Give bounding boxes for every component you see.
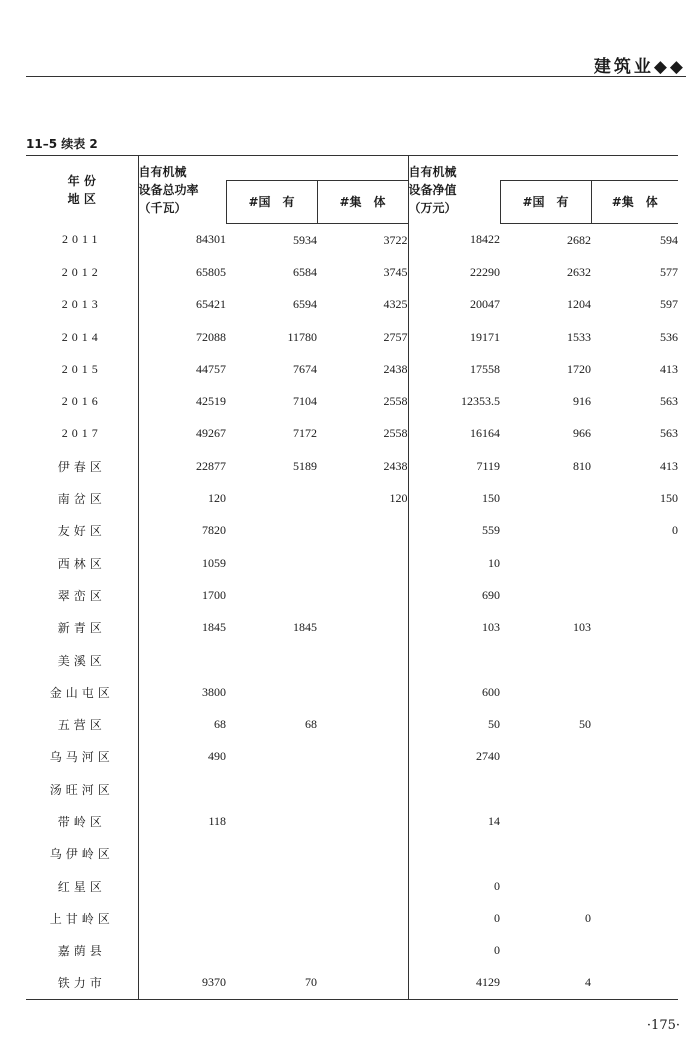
- cell-power-collective: [317, 579, 408, 611]
- cell-value-collective: [591, 676, 678, 708]
- cell-value-state: 2682: [567, 232, 591, 247]
- cell-power-collective: [317, 644, 408, 676]
- row-label: 汤旺河区: [26, 773, 138, 805]
- cell-power-collective: [317, 708, 408, 740]
- table-row: [26, 708, 678, 740]
- header-total-power-line2: 设备总功率: [138, 182, 199, 197]
- cell-net-value: 0: [408, 935, 500, 967]
- cell-value-state: 810: [573, 458, 591, 473]
- header-total-power-line1: 自有机械: [138, 164, 187, 179]
- cell-power-collective: 2558: [383, 394, 408, 409]
- cell-power-state: [226, 515, 317, 547]
- cell-power-state: 5189: [293, 458, 317, 473]
- cell-total-power: 84301: [196, 232, 226, 247]
- cell-net-value: 12353.5: [408, 385, 500, 417]
- table-row: [26, 902, 678, 934]
- cell-total-power: 68: [214, 717, 226, 732]
- cell-net-value: 14: [408, 805, 500, 837]
- cell-power-collective: [317, 741, 408, 773]
- cell-value-collective: [591, 967, 678, 1000]
- cell-value-state: 2632: [567, 264, 591, 279]
- cell-value-state: 1204: [567, 297, 591, 312]
- row-label: 2012: [26, 256, 138, 288]
- row-label: 新青区: [26, 612, 138, 644]
- row-label: 2016: [26, 385, 138, 417]
- cell-net-value: 0: [408, 902, 500, 934]
- cell-total-power: [138, 870, 226, 902]
- cell-total-power: 42519: [196, 394, 226, 409]
- cell-value-state: 50: [579, 717, 591, 732]
- cell-power-collective: [317, 967, 408, 1000]
- cell-net-value: 18422: [408, 224, 500, 257]
- table-row: [26, 741, 678, 773]
- cell-power-state: [226, 902, 317, 934]
- cell-value-collective: 536: [660, 329, 678, 344]
- cell-value-state: 4: [500, 967, 591, 1000]
- cell-value-collective: 0: [672, 523, 678, 538]
- cell-value-state: 1533: [567, 329, 591, 344]
- cell-value-state: [500, 676, 591, 708]
- cell-value-state: [500, 935, 591, 967]
- cell-power-state: [226, 838, 317, 870]
- header-year-label: 年 份: [67, 173, 96, 188]
- cell-power-collective: [317, 935, 408, 967]
- cell-total-power: [138, 838, 226, 870]
- cell-power-collective: [317, 676, 408, 708]
- header-year-region: [26, 156, 138, 224]
- row-label: 金山屯区: [26, 676, 138, 708]
- cell-total-power: 3800: [202, 684, 226, 699]
- cell-power-state: [226, 482, 317, 514]
- row-label: 南岔区: [26, 482, 138, 514]
- row-label: 2011: [26, 224, 138, 257]
- cell-total-power: [138, 935, 226, 967]
- table-row: [26, 935, 678, 967]
- cell-total-power: 22877: [196, 458, 226, 473]
- cell-value-state: 966: [573, 426, 591, 441]
- cell-power-collective: 4325: [383, 297, 408, 312]
- table-row: [26, 385, 678, 417]
- table-row: [26, 256, 678, 288]
- cell-power-state: [226, 870, 317, 902]
- cell-net-value: 10: [408, 547, 500, 579]
- cell-total-power: [138, 902, 226, 934]
- page-number: ·175·: [646, 1018, 680, 1033]
- row-label: 上甘岭区: [26, 902, 138, 934]
- cell-total-power: 118: [208, 813, 226, 828]
- row-label: 2017: [26, 418, 138, 450]
- cell-power-collective: [317, 902, 408, 934]
- cell-value-collective: [591, 902, 678, 934]
- row-label: 2015: [26, 353, 138, 385]
- cell-value-collective: [591, 773, 678, 805]
- header-net-value: [408, 156, 500, 224]
- cell-value-collective: [591, 579, 678, 611]
- cell-total-power: 65421: [196, 297, 226, 312]
- cell-power-state: 7104: [293, 394, 317, 409]
- cell-net-value: 690: [408, 579, 500, 611]
- cell-total-power: [138, 773, 226, 805]
- table-row: [26, 838, 678, 870]
- cell-net-value: [408, 838, 500, 870]
- cell-value-collective: 594: [660, 232, 678, 247]
- cell-power-collective: [317, 870, 408, 902]
- header-total-power-unit: （千瓦）: [138, 200, 187, 215]
- table-row: [26, 805, 678, 837]
- cell-net-value: 19171: [408, 321, 500, 353]
- cell-power-collective: 2438: [383, 458, 408, 473]
- cell-net-value: [408, 773, 500, 805]
- cell-power-collective: 2757: [383, 329, 408, 344]
- cell-power-state: [226, 741, 317, 773]
- table-row: [26, 870, 678, 902]
- table-label: 11–5 续表 2: [26, 137, 98, 151]
- cell-value-state: 0: [585, 910, 591, 925]
- cell-power-state: [226, 805, 317, 837]
- cell-value-collective: 597: [660, 297, 678, 312]
- cell-value-collective: 577: [660, 264, 678, 279]
- header-value-state-owned: #国 有: [500, 181, 591, 224]
- table-row: [26, 967, 678, 1000]
- cell-net-value: 50: [408, 708, 500, 740]
- table-row: [26, 224, 678, 257]
- cell-net-value: 17558: [408, 353, 500, 385]
- cell-value-collective: 413: [660, 458, 678, 473]
- section-title: 建筑业◆◆: [593, 57, 686, 77]
- cell-total-power: 9370: [138, 967, 226, 1000]
- cell-total-power: 490: [208, 749, 226, 764]
- header-power-collective: #集 体: [317, 181, 408, 224]
- cell-power-state: 7674: [293, 361, 317, 376]
- row-label: 西林区: [26, 547, 138, 579]
- row-label: 红星区: [26, 870, 138, 902]
- header-value-collective: #集 体: [591, 181, 678, 224]
- table-row: [26, 321, 678, 353]
- cell-value-collective: 413: [660, 361, 678, 376]
- cell-value-state: [500, 773, 591, 805]
- row-label: 2013: [26, 289, 138, 321]
- cell-value-collective: [591, 935, 678, 967]
- cell-net-value: 150: [408, 482, 500, 514]
- cell-power-state: [226, 676, 317, 708]
- table-row: [26, 482, 678, 514]
- cell-net-value: 22290: [408, 256, 500, 288]
- cell-value-collective: [591, 644, 678, 676]
- cell-value-state: [500, 482, 591, 514]
- table-row: [26, 353, 678, 385]
- cell-power-state: [226, 644, 317, 676]
- cell-power-state: 11780: [287, 329, 317, 344]
- table-row: [26, 579, 678, 611]
- row-label: 乌伊岭区: [26, 838, 138, 870]
- cell-power-collective: [317, 838, 408, 870]
- cell-total-power: [138, 644, 226, 676]
- table-row: [26, 547, 678, 579]
- cell-value-state: [500, 838, 591, 870]
- cell-power-state: 5934: [293, 232, 317, 247]
- cell-net-value: 2740: [408, 741, 500, 773]
- cell-total-power: 72088: [196, 329, 226, 344]
- cell-power-collective: 3745: [383, 264, 408, 279]
- cell-total-power: 120: [208, 491, 226, 506]
- cell-net-value: 559: [408, 515, 500, 547]
- table-row: [26, 289, 678, 321]
- cell-total-power: 7820: [202, 523, 226, 538]
- table-row: [26, 773, 678, 805]
- cell-power-collective: [317, 515, 408, 547]
- cell-power-state: 6584: [293, 264, 317, 279]
- row-label: 2014: [26, 321, 138, 353]
- row-label: 友好区: [26, 515, 138, 547]
- cell-value-state: 1720: [567, 361, 591, 376]
- header-net-value-unit: （万元）: [408, 200, 457, 215]
- cell-value-state: [500, 805, 591, 837]
- cell-value-collective: [591, 870, 678, 902]
- statistics-table: [26, 155, 678, 1000]
- cell-total-power: 65805: [196, 264, 226, 279]
- cell-value-state: [500, 515, 591, 547]
- cell-value-state: [500, 644, 591, 676]
- cell-net-value: 103: [408, 612, 500, 644]
- cell-power-state: 70: [226, 967, 317, 1000]
- cell-value-collective: [591, 708, 678, 740]
- cell-value-collective: [591, 547, 678, 579]
- cell-power-state: [226, 935, 317, 967]
- cell-value-state: [500, 579, 591, 611]
- cell-power-collective: [317, 612, 408, 644]
- cell-power-state: [226, 773, 317, 805]
- cell-power-state: 1845: [293, 620, 317, 635]
- table-row: [26, 450, 678, 482]
- cell-value-state: 916: [573, 394, 591, 409]
- cell-value-collective: 563: [660, 394, 678, 409]
- cell-net-value: 7119: [408, 450, 500, 482]
- row-label: 带岭区: [26, 805, 138, 837]
- cell-power-state: 7172: [293, 426, 317, 441]
- cell-net-value: 0: [408, 870, 500, 902]
- row-label: 伊春区: [26, 450, 138, 482]
- cell-power-collective: 120: [389, 491, 408, 506]
- table-row: [26, 612, 678, 644]
- cell-value-collective: [591, 612, 678, 644]
- cell-net-value: 20047: [408, 289, 500, 321]
- header-region-label: 地 区: [67, 191, 96, 206]
- cell-net-value: 16164: [408, 418, 500, 450]
- cell-power-collective: [317, 547, 408, 579]
- cell-power-collective: 3722: [383, 232, 408, 247]
- cell-value-collective: 563: [660, 426, 678, 441]
- row-label: 美溪区: [26, 644, 138, 676]
- header-net-value-line1: 自有机械: [408, 164, 457, 179]
- cell-power-state: [226, 547, 317, 579]
- row-label: 乌马河区: [26, 741, 138, 773]
- cell-value-state: 103: [573, 620, 591, 635]
- cell-power-collective: 2438: [383, 361, 408, 376]
- cell-value-state: [500, 547, 591, 579]
- table-row: [26, 676, 678, 708]
- cell-value-state: [500, 741, 591, 773]
- row-label: 嘉荫县: [26, 935, 138, 967]
- table-row: [26, 418, 678, 450]
- cell-value-state: [500, 870, 591, 902]
- cell-value-collective: [591, 805, 678, 837]
- row-label: 五营区: [26, 708, 138, 740]
- cell-total-power: 1845: [202, 620, 226, 635]
- header-power-state-owned: #国 有: [226, 181, 317, 224]
- header-rule: [26, 76, 686, 77]
- cell-total-power: 1700: [202, 587, 226, 602]
- cell-net-value: 4129: [408, 967, 500, 1000]
- header-power-spacer: [226, 156, 408, 181]
- row-label: 翠峦区: [26, 579, 138, 611]
- table-row: [26, 515, 678, 547]
- cell-total-power: 49267: [196, 426, 226, 441]
- cell-value-collective: [591, 741, 678, 773]
- cell-net-value: 600: [408, 676, 500, 708]
- cell-power-state: [226, 579, 317, 611]
- cell-power-collective: [317, 773, 408, 805]
- cell-power-collective: 2558: [383, 426, 408, 441]
- cell-power-state: 6594: [293, 297, 317, 312]
- cell-value-collective: [591, 838, 678, 870]
- cell-net-value: [408, 644, 500, 676]
- cell-power-collective: [317, 805, 408, 837]
- cell-total-power: 1059: [202, 555, 226, 570]
- cell-power-state: 68: [305, 717, 317, 732]
- header-value-spacer: [500, 156, 678, 181]
- cell-total-power: 44757: [196, 361, 226, 376]
- cell-value-collective: 150: [660, 491, 678, 506]
- header-total-power: [138, 156, 226, 224]
- header-net-value-line2: 设备净值: [408, 182, 457, 197]
- table-row: [26, 644, 678, 676]
- row-label: 铁力市: [26, 967, 138, 1000]
